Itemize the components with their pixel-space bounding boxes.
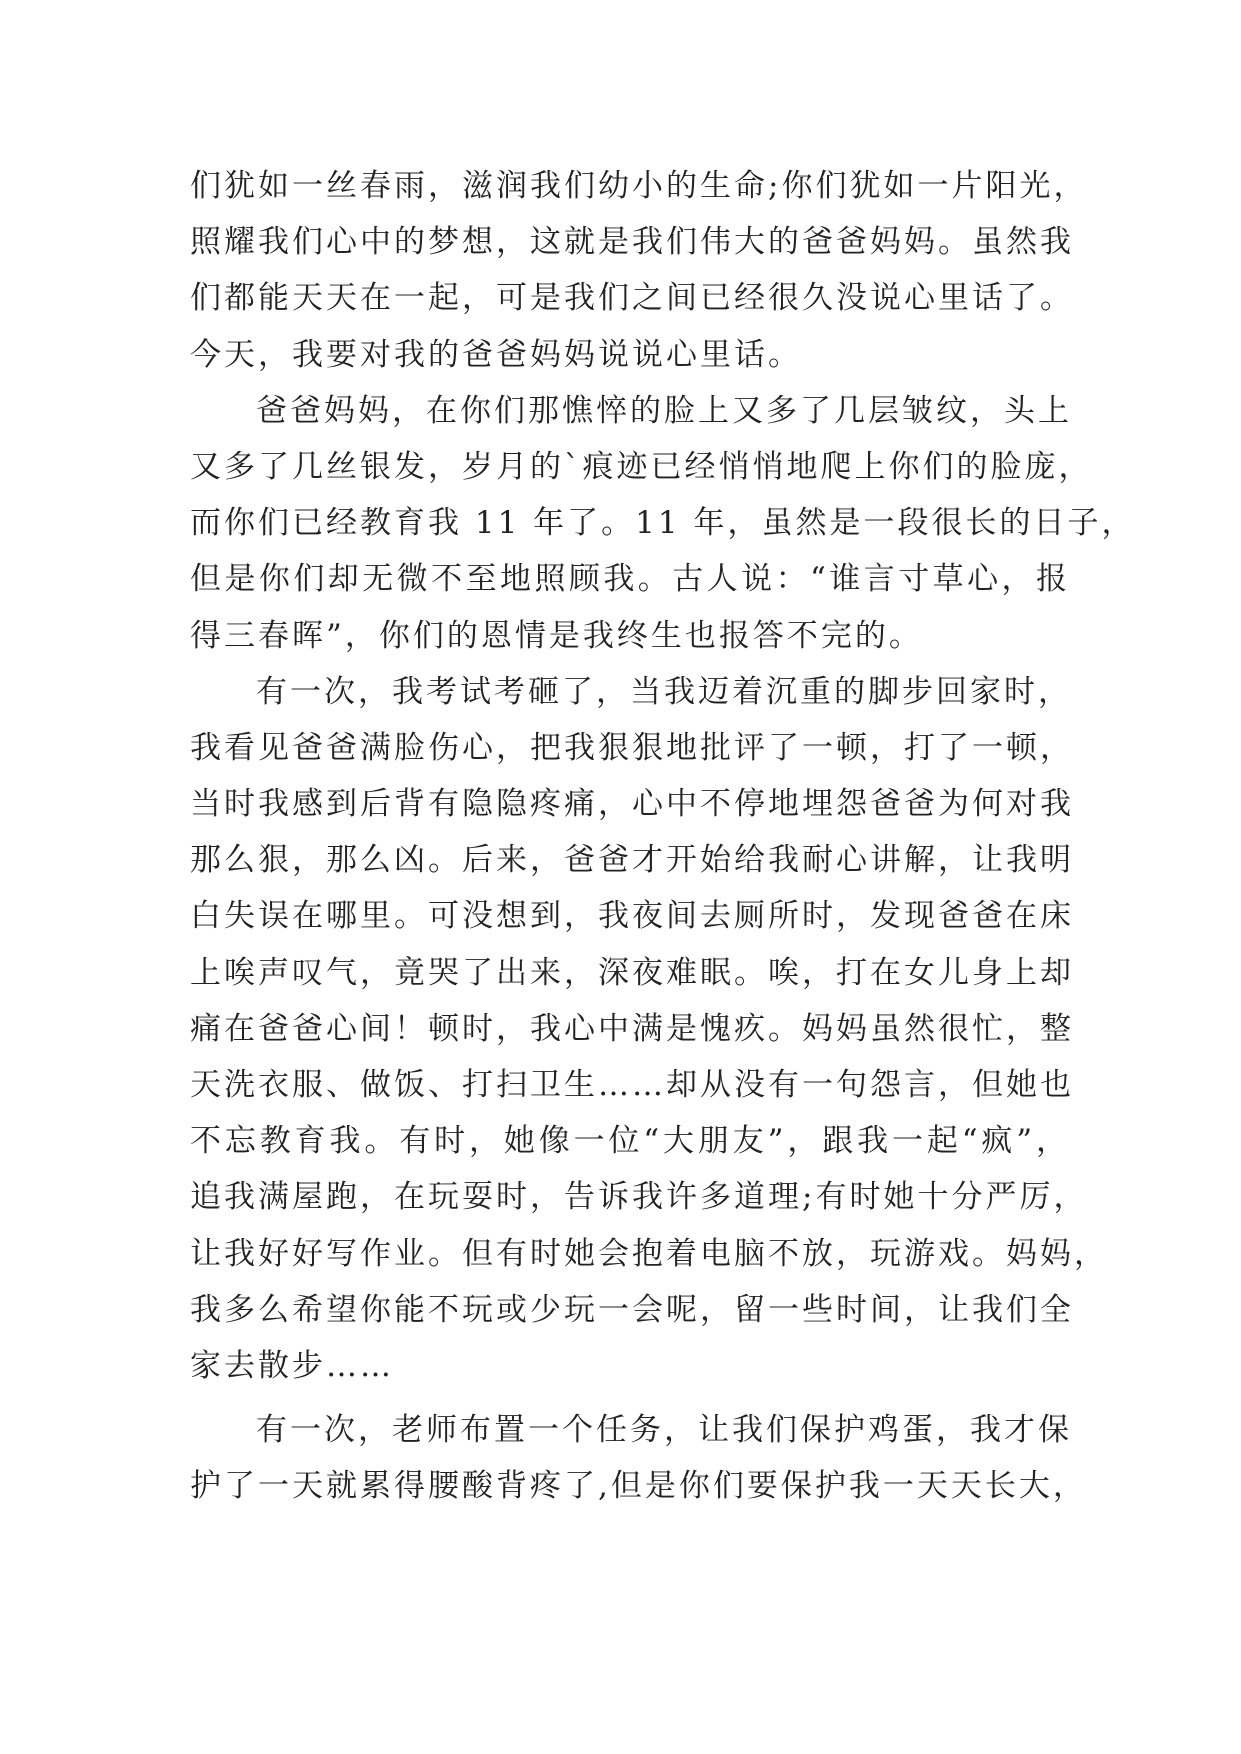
text-line: 有一次，我考试考砸了，当我迈着沉重的脚步回家时， bbox=[256, 673, 1072, 710]
text-line: 让我好好写作业。但有时她会抱着电脑不放，玩游戏。妈妈， bbox=[190, 1235, 1108, 1272]
text-line: 今天，我要对我的爸爸妈妈说说心里话。 bbox=[190, 336, 802, 373]
text-line: 但是你们却无微不至地照顾我。古人说：“谁言寸草心，报 bbox=[190, 561, 1070, 598]
text-line: 们都能天天在一起，可是我们之间已经很久没说心里话了。 bbox=[190, 280, 1074, 317]
text-line: 们犹如一丝春雨，滋润我们幼小的生命;你们犹如一片阳光， bbox=[190, 168, 1088, 204]
text-line: 我看见爸爸满脸伤心，把我狠狠地批评了一顿，打了一顿， bbox=[190, 729, 1074, 766]
text-line: 追我满屋跑，在玩耍时，告诉我许多道理;有时她十分严厉， bbox=[190, 1179, 1088, 1216]
text-line: 我多么希望你能不玩或少玩一会呢，留一些时间，让我们全 bbox=[190, 1291, 1074, 1328]
paragraph-4 bbox=[190, 1402, 1087, 1514]
text-line: 当时我感到后背有隐隐疼痛，心中不停地埋怨爸爸为何对我 bbox=[190, 786, 1074, 823]
text-line: 有一次，老师布置一个任务，让我们保护鸡蛋，我才保 bbox=[256, 1412, 1072, 1449]
text-line: 又多了几丝银发，岁月的`痕迹已经悄悄地爬上你们的脸庞， bbox=[190, 448, 1093, 485]
text-line: 爸爸妈妈，在你们那憔悴的脸上又多了几层皱纹，头上 bbox=[256, 392, 1072, 429]
paragraph-2 bbox=[190, 383, 1136, 664]
paragraph-3 bbox=[190, 664, 1108, 1394]
text-line: 上唉声叹气，竟哭了出来，深夜难眠。唉，打在女儿身上却 bbox=[190, 954, 1074, 991]
text-line: 而你们已经教育我 11 年了。11 年，虽然是一段很长的日子， bbox=[190, 505, 1136, 542]
paragraph-spacer bbox=[190, 1394, 1070, 1402]
text-line: 家去散步…… bbox=[190, 1347, 394, 1384]
text-line: 天洗衣服、做饭、打扫卫生……却从没有一句怨言，但她也 bbox=[190, 1067, 1074, 1103]
text-line: 照耀我们心中的梦想，这就是我们伟大的爸爸妈妈。虽然我 bbox=[190, 224, 1074, 261]
text-line: 那么狠，那么凶。后来，爸爸才开始给我耐心讲解，让我明 bbox=[190, 842, 1074, 879]
text-line: 得三春晖”，你们的恩情是我终生也报答不完的。 bbox=[190, 617, 923, 654]
text-line: 不忘教育我。有时，她像一位“大朋友”，跟我一起“疯”， bbox=[190, 1123, 1070, 1160]
text-line: 白失误在哪里。可没想到，我夜间去厕所时，发现爸爸在床 bbox=[190, 898, 1074, 935]
text-line: 护了一天就累得腰酸背疼了,但是你们要保护我一天天长大， bbox=[190, 1468, 1087, 1505]
document-body bbox=[190, 158, 1136, 1515]
paragraph-1 bbox=[190, 158, 1088, 383]
text-line: 痛在爸爸心间！顿时，我心中满是愧疚。妈妈虽然很忙，整 bbox=[190, 1010, 1074, 1047]
